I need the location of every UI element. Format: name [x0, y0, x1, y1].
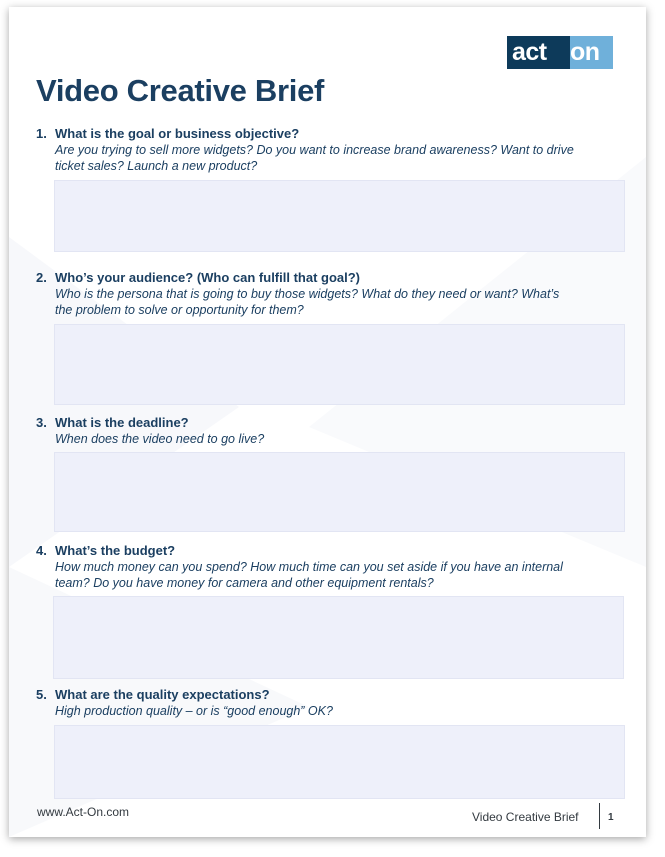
answer-field-4[interactable] [53, 596, 624, 679]
question-heading: What is the goal or business objective? [55, 126, 300, 141]
question-description: Who is the persona that is going to buy those widgets? What do they need or want? What’s the problem to solve or opportunity for them? [55, 287, 560, 317]
question-heading: Who’s your audience? (Who can fulfill that goal?) [55, 270, 361, 285]
page-number: 1 [608, 812, 614, 823]
logo-text-act: act [507, 36, 570, 69]
question-number: 5. [36, 687, 47, 702]
question-description: When does the video need to go live? [55, 432, 265, 446]
answer-field-5[interactable] [54, 725, 625, 799]
question-heading: What are the quality expectations? [55, 687, 270, 702]
answer-field-1[interactable] [54, 180, 625, 252]
question-heading: What’s the budget? [55, 543, 176, 558]
footer-document-title: Video Creative Brief [472, 810, 579, 824]
question-description: Are you trying to sell more widgets? Do you want to increase brand awareness? Want to drive ticket sales? Launch a new product? [55, 143, 574, 173]
document-page [9, 7, 646, 837]
question-number: 3. [36, 415, 47, 430]
footer-url: www.Act-On.com [37, 805, 130, 819]
question-description: High production quality – or is “good enough” OK? [55, 704, 333, 718]
question-description: How much money can you spend? How much time can you set aside if you have an internal team? Do you have money for camera and other equipment rentals? [55, 560, 563, 590]
answer-field-2[interactable] [54, 324, 625, 405]
footer-divider [599, 803, 600, 829]
logo-text-on: on [570, 36, 613, 69]
question-3 [36, 414, 626, 447]
question-number: 4. [36, 543, 47, 558]
question-number: 1. [36, 126, 47, 141]
question-4 [36, 542, 626, 591]
page-title: Video Creative Brief [36, 73, 325, 108]
question-heading: What is the deadline? [55, 415, 189, 430]
answer-field-3[interactable] [54, 452, 625, 532]
question-1 [36, 125, 626, 174]
question-5 [36, 686, 626, 719]
act-on-logo [507, 36, 613, 69]
question-number: 2. [36, 270, 47, 285]
question-2 [36, 269, 626, 318]
